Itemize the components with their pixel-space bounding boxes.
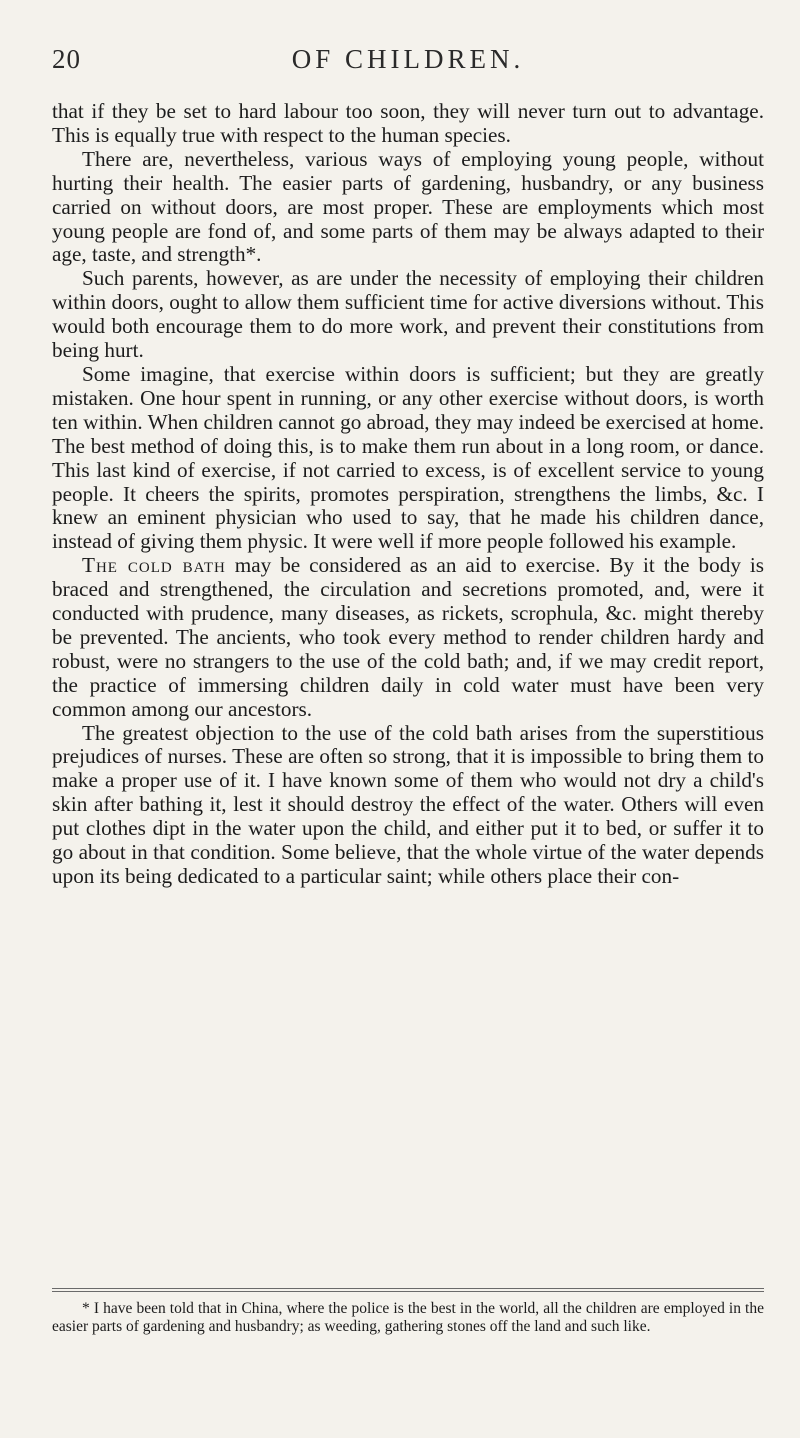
paragraph: Some imagine, that exercise within doors is sufficient; but they are greatly mistaken. One hour spent in running, or any other exercise without doors, is worth ten within. When children cannot go abroad, they may indeed be exercised at home. The best method of doing this, is to make them run about in a long room, or dance. This last kind of exercise, if not carried to excess, is of excellent service to young people. It cheers the spirits, promotes perspiration, strengthens the limbs, &c. I knew an eminent physician who used to say, that he made his children dance, instead of giving them physic. It were well if more people followed his example. xyxy=(52,361,764,554)
footnote-divider xyxy=(52,1288,764,1289)
page-header xyxy=(52,44,764,80)
paragraph: that if they be set to hard labour too soon, they will never turn out to advantage. This is equally true with respect to the human species. xyxy=(52,99,764,147)
page-number: 20 xyxy=(52,44,81,74)
footnote: * I have been told that in China, where the police is the best in the world, all the children are employed in the easier parts of gardening and husbandry; as weeding, gathering stones off the land and such like. xyxy=(52,1300,764,1335)
running-head: OF CHILDREN. xyxy=(291,44,525,74)
paragraph: Such parents, however, as are under the necessity of employing their children within doors, ought to allow them sufficient time for active diversions without. This would both encourage them to do more work, and prevent their constitutions from being hurt. xyxy=(52,266,764,363)
paragraph-text: may be considered as an aid to exercise. By it the body is braced and strengthened, the circulation and secretions promoted, and, were it conducted with prudence, many diseases, as rickets, scrophula, &c. might thereby be prevented. The ancients, who took every method to render children hardy and robust, were no strangers to the use of the cold bath; and, if we may credit report, the practice of immersing children daily in cold water must have been very common among our ancestors. xyxy=(52,553,764,721)
paragraph: There are, nevertheless, various ways of employing young people, without hurting their health. The easier parts of gardening, husbandry, or any business carried on without doors, are most proper. These are employments which most young people are fond of, and some parts of them may be always adapted to their age, taste, and strength*. xyxy=(52,146,764,267)
body-text xyxy=(52,100,764,889)
footnote-divider xyxy=(52,1291,764,1292)
cold-bath-heading: The cold bath xyxy=(82,553,226,578)
paragraph-cold-bath xyxy=(52,554,764,721)
paragraph: The greatest objection to the use of the cold bath arises from the superstitious prejudices of nurses. These are often so strong, that it is impossible to bring them to make a proper use of it. I have known some of them who would not dry a child's skin after bathing it, lest it should destroy the effect of the water. Others will even put clothes dipt in the water upon the child, and either put it to bed, or suffer it to go about in that condition. Some believe, that the whole virtue of the water depends upon its being dedicated to a particular saint; while others place their con- xyxy=(52,720,764,888)
